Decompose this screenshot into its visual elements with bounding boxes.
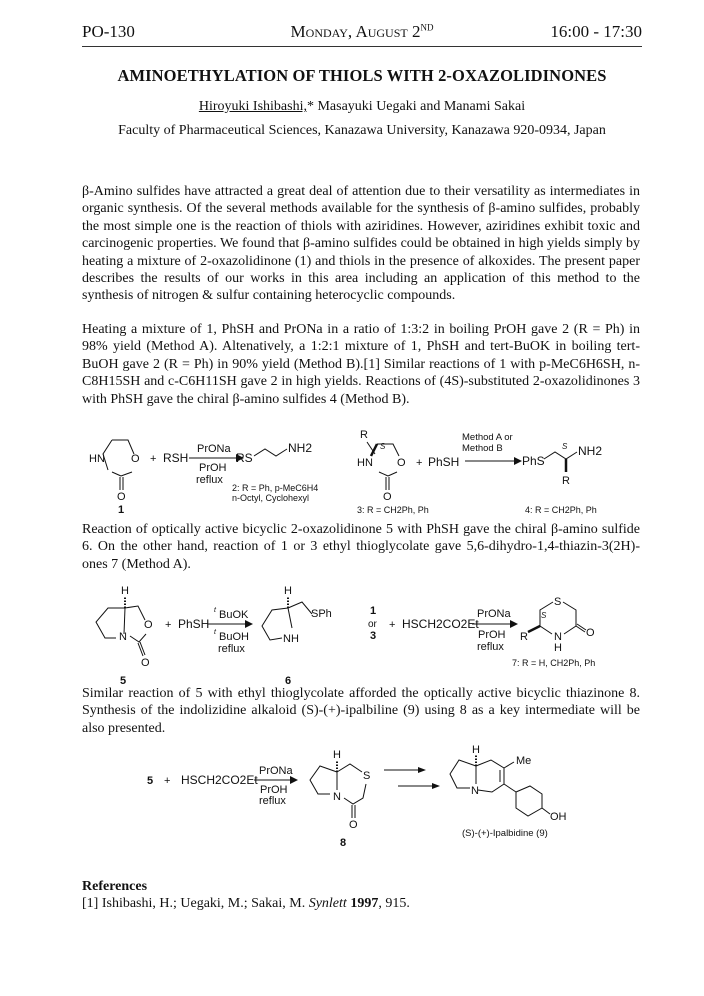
- atom-s-7: S: [554, 596, 562, 608]
- atom-n-8: N: [333, 791, 341, 803]
- tert-prefix: t: [214, 607, 216, 614]
- compound-6-label: 6: [285, 675, 292, 687]
- atom-h-5: H: [121, 585, 129, 597]
- atom-h-8: H: [333, 749, 341, 761]
- ref-year: 1997: [350, 896, 379, 911]
- reaction-arrow-4: [510, 620, 518, 628]
- scheme-1-2: [0, 414, 704, 516]
- reagent-above: PrONa: [197, 443, 231, 455]
- r-group-7: R: [520, 631, 528, 643]
- atom-n-9: N: [471, 785, 479, 797]
- stereo-s: S: [380, 442, 386, 451]
- method-above-2: Method B: [462, 443, 503, 454]
- stereo-s-7: S: [541, 611, 547, 620]
- product-phs: PhS: [522, 454, 545, 468]
- solvent-below-3: BuOH: [219, 631, 249, 643]
- compound-1-label: 1: [118, 504, 125, 516]
- plus-sign-2: +: [416, 457, 423, 469]
- atom-n-5: N: [119, 631, 127, 643]
- poster-code: PO-130: [82, 22, 135, 41]
- condition-below: reflux: [196, 474, 223, 486]
- start-1: 1: [370, 605, 377, 617]
- references-heading: References: [82, 879, 148, 894]
- start-or: or: [368, 619, 377, 630]
- atom-h-9: H: [472, 744, 480, 756]
- atom-o-3: O: [397, 457, 406, 469]
- ref-authors: Ishibashi, H.; Uegaki, M.; Sakai, M.: [101, 896, 306, 911]
- start-3: 3: [370, 630, 377, 642]
- atom-o-5-carbonyl: O: [141, 657, 150, 669]
- references-section: [82, 878, 410, 912]
- product-rs: RS: [236, 451, 253, 465]
- compound-5-structure: [96, 596, 146, 656]
- solvent-below: PrOH: [199, 462, 227, 474]
- reagent-phsh-3: PhSH: [178, 617, 210, 631]
- atom-n-7: N: [554, 631, 562, 643]
- atom-hn: HN: [89, 453, 105, 465]
- presenting-author: Hiroyuki Ishibashi,: [198, 99, 307, 114]
- condition-below-5: reflux: [259, 795, 286, 807]
- atom-o-3-carbonyl: O: [383, 491, 392, 503]
- cpd6-sph: SPh: [311, 608, 332, 620]
- reaction-arrow-2: [514, 457, 522, 465]
- ref-journal: Synlett: [308, 896, 347, 911]
- r-group-4: R: [562, 475, 570, 487]
- methods-paragraph: Heating a mixture of 1, PhSH and PrONa in a ratio of 1:3:2 in boiling PrOH gave 2 (R = Ph) in 98% yield (Method A). Altenatively, a 1:2:1 mixture of 1, PhSH and tert-BuOK in boiling tert-BuOH gave 2 (R = Ph) in 90% yield (Method B).[1] Similar reactions of 1 with p-MeC6H6SH, n-C8H15SH and c-C6H11SH gave 2 in high yields. Reactions of (4S)-substituted 2-oxazolidinones 3 with PhSH gave the chiral β-amino sulfides 4 (Method B).: [82, 322, 640, 407]
- page-header: [82, 22, 642, 47]
- atom-o-8: O: [349, 819, 358, 831]
- reference-item: [82, 895, 410, 912]
- atom-nh-6: NH: [283, 633, 299, 645]
- plus-sign-4: +: [389, 619, 396, 631]
- paper-title: AMINOETHYLATION OF THIOLS WITH 2-OXAZOLIDINONES: [117, 66, 607, 85]
- methyl-label: Me: [516, 755, 532, 767]
- atom-o-7: O: [586, 627, 595, 639]
- reaction-arrow-5: [290, 776, 298, 784]
- co-authors: * Masayuki Uegaki and Manami Sakai: [306, 99, 526, 114]
- reagent-phsh: PhSH: [428, 455, 460, 469]
- ref-number: [1]: [82, 896, 99, 911]
- solvent-below-5: PrOH: [260, 784, 288, 796]
- author-list: [82, 99, 642, 115]
- reagent-thioglycolate: HSCH2CO2Et: [402, 617, 479, 631]
- atom-hn-3: HN: [357, 457, 373, 469]
- hydroxyl-label: OH: [550, 811, 567, 823]
- product-nh2: NH2: [288, 441, 313, 455]
- session-day-text: Monday, August 2: [290, 22, 421, 41]
- compound-8-structure: [310, 760, 366, 818]
- compound-5-label: 5: [120, 675, 127, 687]
- reagent-above-5: PrONa: [259, 765, 293, 777]
- bicyclic-paragraph: Reaction of optically active bicyclic 2-oxazolidinone 5 with PhSH gave the chiral β-amino sulfide 6. On the other hand, reaction of 1 or 3 ethyl thioglycolate gave 5,6-dihydro-1,4-thiazin-3(2H)-ones 7 (Method A).: [82, 522, 640, 572]
- multistep-arrow-1: [418, 767, 426, 773]
- plus-sign-3: +: [165, 619, 172, 631]
- compound-2-caption: 2: R = Ph, p-MeC6H4: [232, 483, 319, 493]
- plus-sign: +: [150, 453, 157, 465]
- compound-4-caption: 4: R = CH2Ph, Ph: [525, 505, 597, 515]
- condition-below-4: reflux: [477, 641, 504, 653]
- atom-h-7: H: [554, 642, 562, 654]
- base-above: BuOK: [219, 609, 249, 621]
- compound-9-caption: (S)-(+)-Ipalbidine (9): [462, 828, 548, 839]
- atom-h-6: H: [284, 585, 292, 597]
- plus-sign-5: +: [164, 775, 171, 787]
- reaction-arrow-3: [245, 620, 253, 628]
- condition-below-3: reflux: [218, 643, 245, 655]
- session-day-suffix: ND: [420, 22, 434, 33]
- compound-7-caption: 7: R = H, CH2Ph, Ph: [512, 658, 596, 668]
- ref-page: , 915.: [378, 896, 410, 911]
- compound-1-structure: [103, 440, 134, 490]
- product-4-nh2: NH2: [578, 444, 603, 458]
- affiliation: Faculty of Pharmaceutical Sciences, Kanazawa University, Kanazawa 920-0934, Japan: [118, 123, 606, 138]
- scheme-3-4: [0, 584, 704, 687]
- scheme-5-ipalbidine: [0, 744, 704, 849]
- r-group: R: [360, 429, 368, 441]
- intro-paragraph: β-Amino sulfides have attracted a great deal of attention due to their versatility as intermediates in organic synthesis. Of the several methods available for the synthesis of β-amino sulfides, probably the most simple one is the reaction of thiols with aziridines. However, aziridines exhibit toxic and carcinogenic properties. We found that β-amino sulfides could be obtained in high yields simply by heating a mixture of 2-oxazolidinone (1) and thiols in the presence of alkoxides. The present paper describes the results of our works in this area including an application of this method to the synthesis of nitrogen & sulfur containing heterocyclic compounds.: [82, 184, 640, 304]
- synthesis-paragraph: Similar reaction of 5 with ethyl thioglycolate afforded the optically active bicyclic thiazinone 8. Synthesis of the indolizidine alkaloid (S)-(+)-ipalbiline (9) using 8 as a key intermediate will be also presented.: [82, 686, 640, 736]
- reagent-above-4: PrONa: [477, 608, 511, 620]
- reagent-rsh: RSH: [163, 451, 189, 465]
- tert-prefix-2: t: [214, 629, 216, 636]
- reagent-thioglycolate-5: HSCH2CO2Et: [181, 773, 258, 787]
- start-5: 5: [147, 775, 154, 787]
- compound-2-caption-2: n-Octyl, Cyclohexyl: [232, 493, 310, 503]
- atom-o-carbonyl: O: [117, 491, 126, 503]
- session-time: 16:00 - 17:30: [550, 22, 642, 41]
- stereo-s-4: S: [562, 442, 568, 451]
- atom-s-8: S: [363, 770, 371, 782]
- solvent-below-4: PrOH: [478, 629, 506, 641]
- multistep-arrow-2: [432, 783, 440, 789]
- atom-o: O: [131, 453, 140, 465]
- compound-8-label: 8: [340, 837, 347, 849]
- atom-o-5: O: [144, 619, 153, 631]
- method-above-1: Method A or: [462, 432, 513, 443]
- compound-3-caption: 3: R = CH2Ph, Ph: [357, 505, 429, 515]
- compound-9-structure: [450, 754, 550, 816]
